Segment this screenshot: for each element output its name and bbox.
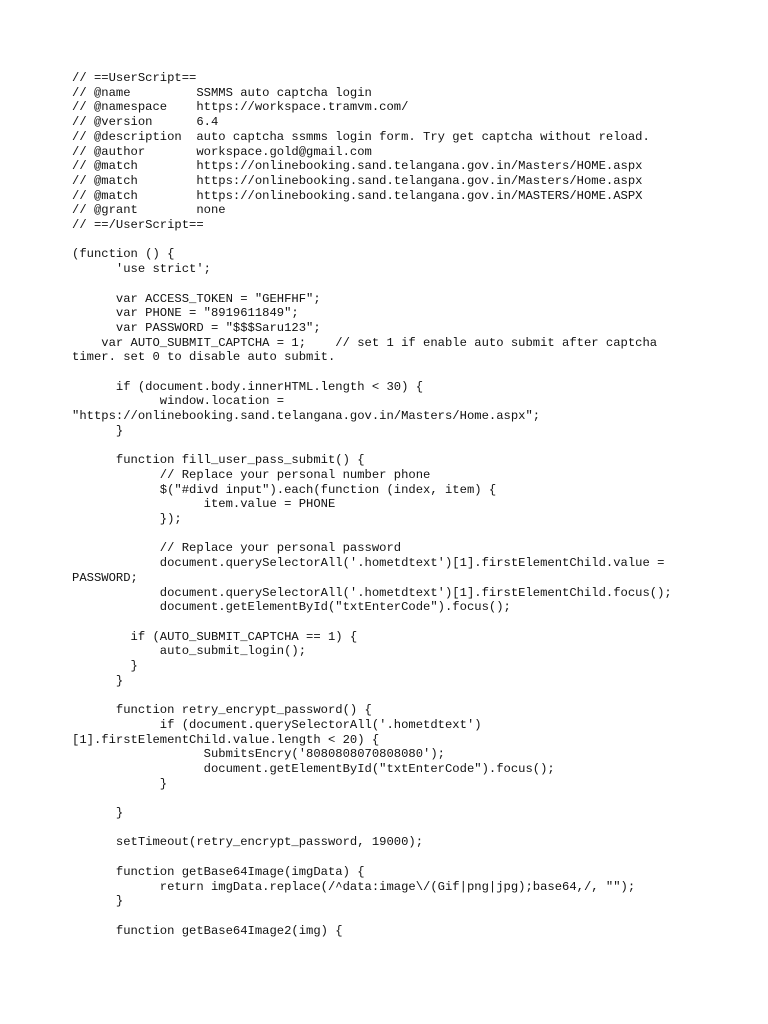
code-line — [72, 909, 732, 924]
code-line: } — [72, 659, 138, 674]
code-line — [72, 850, 732, 865]
code-line: if (document.querySelectorAll('.hometdtext') — [72, 717, 482, 732]
code-line — [72, 365, 732, 380]
code-line: } — [72, 776, 168, 791]
code-line — [72, 791, 732, 806]
code-line: // ==/UserScript== — [72, 218, 204, 233]
code-line — [72, 527, 732, 542]
code-line: // @namespace https://workspace.tramvm.com/ — [72, 100, 409, 115]
code-line: if (AUTO_SUBMIT_CAPTCHA == 1) { — [72, 629, 358, 644]
code-line: var PASSWORD = "$$$Saru123"; — [72, 320, 321, 335]
code-line: // @description auto captcha ssmms login form. Try get captcha without reload. — [72, 129, 650, 144]
code-line: document.querySelectorAll('.hometdtext')[1].firstElementChild.value = — [72, 556, 665, 571]
code-line: 'use strict'; — [72, 262, 211, 277]
code-line: function fill_user_pass_submit() { — [72, 453, 365, 468]
code-line: "https://onlinebooking.sand.telangana.gov.in/Masters/Home.aspx"; — [72, 409, 541, 424]
code-line: // @author workspace.gold@gmail.com — [72, 144, 372, 159]
code-line: item.value = PHONE — [72, 497, 336, 512]
code-line: function retry_encrypt_password() { — [72, 703, 372, 718]
code-line: // Replace your personal number phone — [72, 467, 431, 482]
code-line: }); — [72, 512, 182, 527]
code-line: $("#divd input").each(function (index, item) { — [72, 482, 497, 497]
code-line: [1].firstElementChild.value.length < 20) { — [72, 732, 380, 747]
code-line: return imgData.replace(/^data:image\/(Gif|png|jpg);base64,/, ""); — [72, 879, 636, 894]
code-line: PASSWORD; — [72, 570, 138, 585]
code-line: if (document.body.innerHTML.length < 30) { — [72, 379, 424, 394]
code-line — [72, 439, 732, 454]
code-line: var ACCESS_TOKEN = "GEHFHF"; — [72, 291, 321, 306]
code-line: document.getElementById("txtEnterCode").focus(); — [72, 761, 555, 776]
code-line: // @name SSMMS auto captcha login — [72, 85, 372, 100]
code-line — [72, 821, 732, 836]
code-line — [72, 615, 732, 630]
code-line: document.querySelectorAll('.hometdtext')[1].firstElementChild.focus(); — [72, 585, 672, 600]
code-line: } — [72, 806, 124, 821]
code-line: window.location = — [72, 394, 285, 409]
code-line: } — [72, 423, 124, 438]
code-line: function getBase64Image2(img) { — [72, 923, 343, 938]
code-line: document.getElementById("txtEnterCode").focus(); — [72, 600, 511, 615]
code-line: auto_submit_login(); — [72, 644, 307, 659]
code-line: // ==UserScript== — [72, 71, 197, 85]
code-line: setTimeout(retry_encrypt_password, 19000); — [72, 835, 424, 850]
code-line: function getBase64Image(imgData) { — [72, 864, 365, 879]
code-line: SubmitsEncry('8080808070808080'); — [72, 747, 445, 762]
code-line: // @grant none — [72, 203, 226, 218]
code-line — [72, 277, 732, 292]
code-line: timer. set 0 to disable auto submit. — [72, 350, 336, 365]
code-line: // @match https://onlinebooking.sand.telangana.gov.in/Masters/Home.aspx — [72, 173, 643, 188]
code-line: // @match https://onlinebooking.sand.telangana.gov.in/MASTERS/HOME.ASPX — [72, 188, 643, 203]
code-line: var AUTO_SUBMIT_CAPTCHA = 1; // set 1 if enable auto submit after captcha — [72, 335, 658, 350]
code-line: (function () { — [72, 247, 175, 262]
code-line — [72, 233, 732, 248]
code-listing — [72, 71, 732, 938]
code-line: var PHONE = "8919611849"; — [72, 306, 299, 321]
code-line: // @match https://onlinebooking.sand.telangana.gov.in/Masters/HOME.aspx — [72, 159, 643, 174]
code-line: } — [72, 894, 124, 909]
code-line: // @version 6.4 — [72, 115, 219, 130]
code-line — [72, 688, 732, 703]
code-line: } — [72, 673, 124, 688]
code-line: // Replace your personal password — [72, 541, 402, 556]
